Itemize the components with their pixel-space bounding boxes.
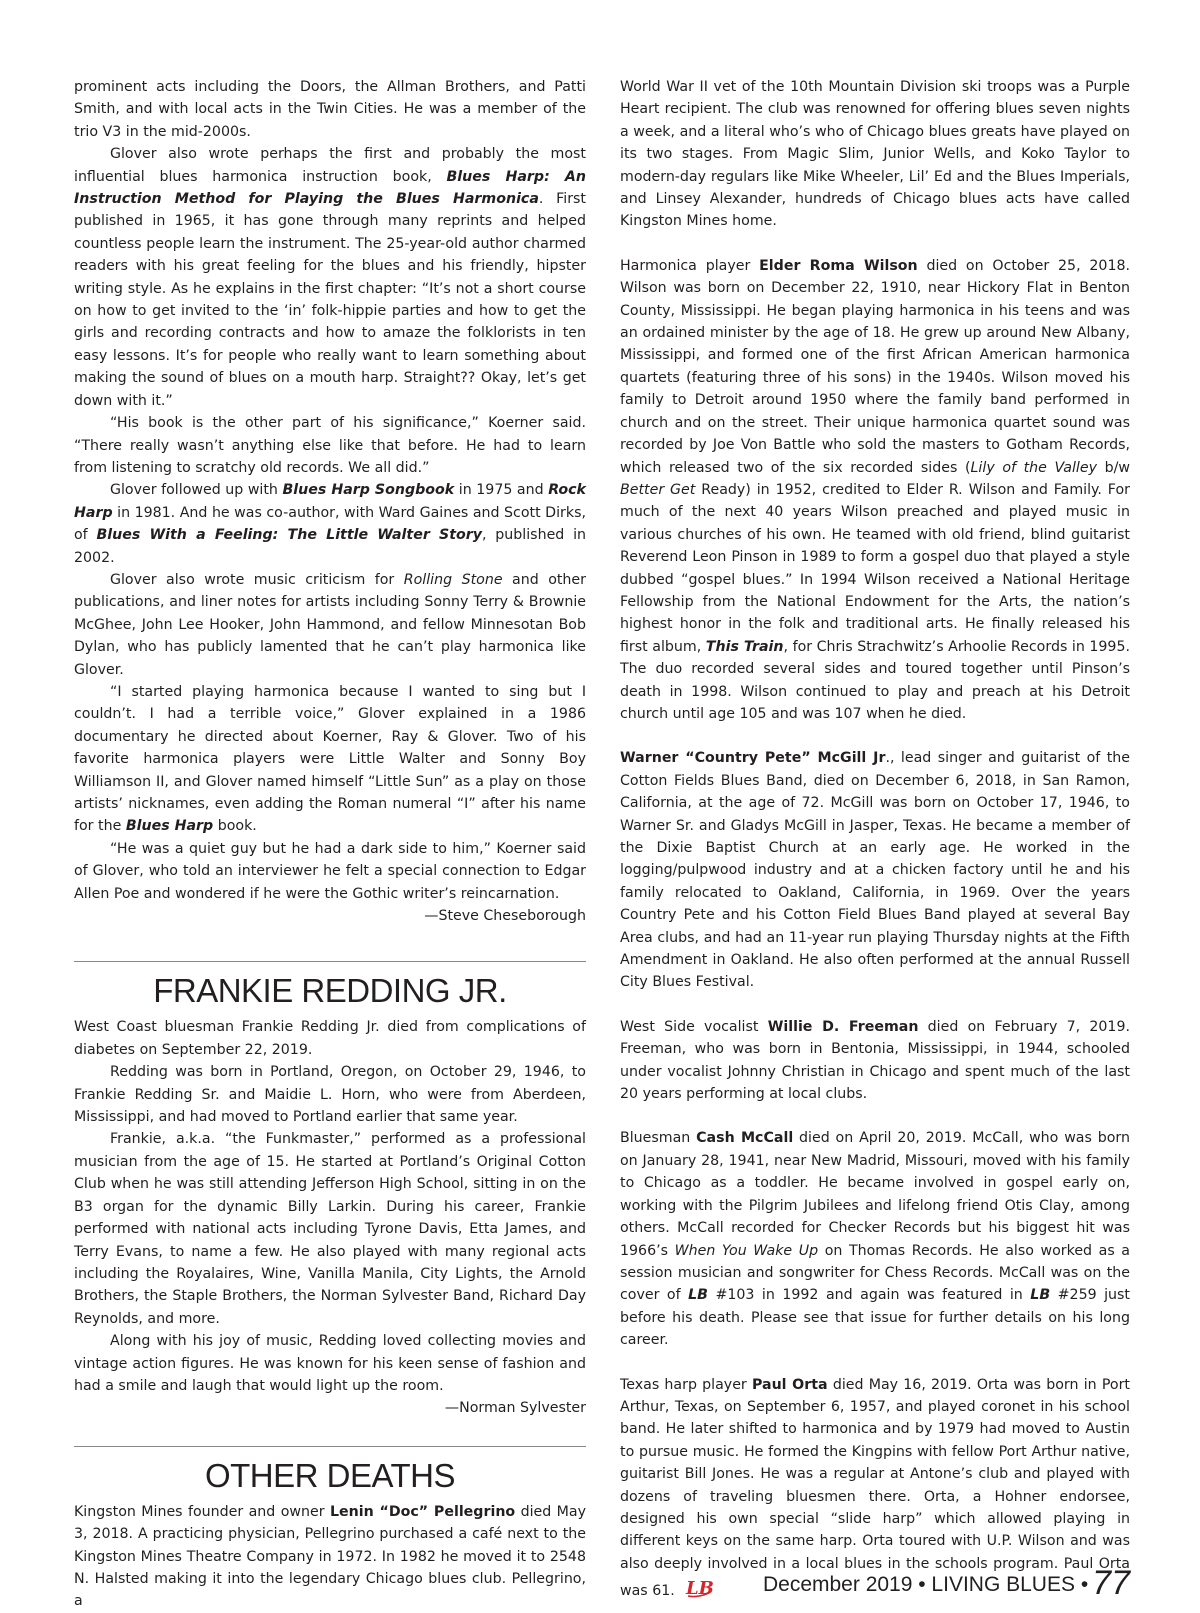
- song-title: Better Get: [620, 481, 696, 498]
- paragraph: [74, 681, 586, 838]
- person-name: Willie D. Freeman: [767, 1018, 919, 1035]
- section-heading: OTHER DEATHS: [204, 1456, 456, 1494]
- text-run: Bluesman: [620, 1130, 697, 1147]
- text-run: died on February 7, 2019. Freeman, who was born in Bentonia, Mississippi, in 1944, schooled under vocalist Johnny Christian in Chicago and spent much of the last 20 years performing at local clubs.: [620, 1018, 1130, 1103]
- text-run: book.: [213, 818, 257, 835]
- publication-title: Rolling Stone: [403, 571, 503, 588]
- person-name: Elder Roma Wilson: [759, 257, 918, 274]
- person-name: Paul Orta: [751, 1376, 828, 1393]
- text-run: Texas harp player: [620, 1376, 752, 1393]
- magazine-abbrev: LB: [688, 1287, 708, 1304]
- person-name: Cash McCall: [696, 1130, 794, 1147]
- text-run: “I started playing harmonica because I wanted to sing but I couldn’t. I had a terrible voice,” Glover explained in a 1986 documentary he directed about Koerner, Ray & Glover. Two of his favorite harmonica players were Little Walter and Sonny Boy Williamson II, and Glover named himself “Little Sun” as a play on those artists’ nicknames, even adding the Roman numeral “I” after his name for the: [74, 683, 586, 835]
- text-run: died on October 25, 2018. Wilson was born on December 22, 1910, near Hickory Flat in Benton County, Mississippi. He began playing harmonica in his teens and was an ordained minister by the age of 18. He grew up around New Albany, Mississippi, and formed one of the first African American harmonica quartets (featuring three of his sons) in the 1940s. Wilson moved his family to Detroit around 1950 where the family band performed in church and on the street. Their unique harmonica quartet sound was recorded by Joe Von Battle who sold the masters to Gotham Records, which released two of the six recorded sides (: [620, 257, 1131, 476]
- text-run: died May 16, 2019. Orta was born in Port Arthur, Texas, on September 6, 1957, and played coronet in his school band. He later shifted to harmonica and by 1979 had moved to Austin to pursue music. He formed the Kingpins with fellow Port Arthur native, guitarist Bill Jones. He was a regular at Antone’s club and played with dozens of traveling bluesmen there. Orta, a Hohner endorsee, designed his own special “slide harp” which allowed playing in different keys on the same harp. Orta toured with U.P. Wilson and was also deeply involved in a local blues in the schools program. Paul Orta was 61.: [620, 1376, 1130, 1600]
- text-run: in 1981. And he was co-author, with Ward Gaines and Scott Dirks, of: [74, 504, 586, 544]
- page-number: 77: [1092, 1564, 1130, 1602]
- person-name: Lenin “Doc” Pellegrino: [329, 1503, 516, 1520]
- book-title: Blues Harp: An Instruction Method for Playing the Blues Harmonica: [74, 168, 587, 208]
- paragraph: West Coast bluesman Frankie Redding Jr. died from complications of diabetes on September 22, 2019.: [74, 1019, 586, 1058]
- text-run: , published in 2002.: [74, 527, 587, 566]
- magazine-abbrev: LB: [1030, 1287, 1051, 1304]
- obituary-freeman: [620, 1016, 1130, 1106]
- text-run: Glover also wrote music criticism for: [110, 571, 404, 588]
- paragraph: [74, 569, 586, 681]
- paragraph: “He was a quiet guy but he had a dark side to him,” Koerner said of Glover, who told an interviewer he felt a special connection to Edgar Allen Poe and wondered if he were the Gothic writer’s reincarnation.: [74, 840, 586, 902]
- paragraph: Redding was born in Portland, Oregon, on October 29, 1946, to Frankie Redding Sr. and Maidie L. Horn, who were from Aberdeen, Mississippi, and had moved to Portland earlier that same year.: [74, 1064, 586, 1126]
- byline: —Steve Cheseborough: [424, 908, 586, 925]
- text-run: Harmonica player: [620, 257, 760, 274]
- text-run: b/w: [1097, 459, 1130, 476]
- book-title: Rock Harp: [74, 482, 586, 521]
- book-title: Blues With a Feeling: The Little Walter Story: [96, 527, 483, 544]
- paragraph: [74, 143, 586, 412]
- left-column: [74, 76, 586, 1613]
- text-run: , for Chris Strachwitz’s Arhoolie Records in 1995. The duo recorded several sides and toured together until Pinson’s death in 1998. Wilson continued to play and preach at his Detroit church until age 105 and was 107 when he died.: [620, 638, 1130, 722]
- text-run: . First published in 1965, it has gone through many reprints and helped countless people learn the instrument. The 25-year-old author charmed readers with his great feeling for the blues and his friendly, hipster writing style. As he explains in the first chapter: “It’s not a short course on how to get invited to the ‘in’ folk-hippie parties and how to get the girls and recording contracts and how to amaze the folklorists in ten easy lessons. It’s for people who really want to learn something about making the sound of blues on a mouth harp. Straight?? Okay, let’s get down with it.”: [74, 191, 586, 409]
- issue-line: December 2019 • LIVING BLUES •: [762, 1573, 1089, 1596]
- song-title: When You Wake Up: [674, 1242, 819, 1259]
- song-title: Lily of the Valley: [970, 459, 1097, 476]
- right-column: [620, 76, 1130, 1603]
- section-heading: FRANKIE REDDING JR.: [153, 972, 507, 1010]
- paragraph: World War II vet of the 10th Mountain Division ski troops was a Purple Heart recipient. The club was renowned for offering blues seven nights a week, and a literal who’s who of Chicago blues greats have played on its two stages. From Magic Slim, Junior Wells, and Koko Taylor to modern-day regulars like Mike Wheeler, Lil’ Ed and the Blues Imperials, and Linsey Alexander, hundreds of Chicago blues acts have called Kingston Mines home.: [620, 79, 1130, 230]
- paragraph: prominent acts including the Doors, the Allman Brothers, and Patti Smith, and with local acts in the Twin Cities. He was a member of the trio V3 in the mid-2000s.: [74, 79, 586, 140]
- obituary-mccall: [620, 1127, 1130, 1351]
- book-title: Blues Harp Songbook: [282, 482, 455, 499]
- text-run: ., lead singer and guitarist of the Cotton Fields Blues Band, died on December 6, 2018, in San Ramon, California, at the age of 72. McGill was born on October 17, 1946, to Warner Sr. and Gladys McGill in Jasper, Texas. He became a member of the Dixie Baptist Church at an early age. He worked in the logging/pulpwood industry and at a chicken factory until he and his family relocated to Oakland, California, in 1969. Over the years Country Pete and his Cotton Field Blues Band played at several Bay Area clubs, and had an 11-year run playing Thursday nights at the Fifth Amendment in Oakland. He also often performed at the annual Russell City Blues Festival.: [620, 750, 1130, 991]
- person-name: Warner “Country Pete” McGill Jr: [620, 750, 886, 767]
- text-run: died on April 20, 2019. McCall, who was born on January 28, 1941, near New Madrid, Missouri, moved with his family to Chicago as a toddler. He became involved in gospel early on, working with the Pilgrim Jubilees and lifelong friend Otis Clay, among others. McCall recorded for Checker Records but his biggest hit was 1966’s: [620, 1130, 1130, 1259]
- obituary-wilson: [620, 255, 1130, 726]
- text-run: #259 just before his death. Please see that issue for further details on his long career.: [620, 1287, 1130, 1349]
- album-title: This Train: [705, 638, 784, 655]
- text-run: and other publications, and liner notes for artists including Sonny Terry & Brownie McGhee, John Lee Hooker, John Hammond, and fellow Minnesotan Bob Dylan, who has publicly lamented that he can’t play harmonica like Glover.: [74, 571, 586, 678]
- text-run: Glover also wrote perhaps the first and probably the most influential blues harmonica instruction book,: [74, 146, 586, 185]
- text-run: on Thomas Records. He also worked as a session musician and songwriter for Chess Records. McCall was on the cover of: [620, 1242, 1130, 1304]
- paragraph: “His book is the other part of his significance,” Koerner said. “There really wasn’t anything else like that before. He had to learn from listening to scratchy old records. We all did.”: [74, 415, 586, 476]
- paragraph: [74, 1501, 586, 1613]
- lb-endmark-icon: [685, 1575, 714, 1600]
- book-title: Blues Harp: [125, 818, 214, 835]
- paragraph: Along with his joy of music, Redding loved collecting movies and vintage action figures. He was known for his keen sense of fashion and had a smile and laugh that would light up the room.: [74, 1333, 586, 1394]
- page-footer: [762, 1564, 1130, 1602]
- text-run: in 1975 and: [454, 482, 549, 499]
- text-run: West Side vocalist: [620, 1018, 768, 1035]
- endmark-text: LB: [685, 1578, 714, 1600]
- paragraph: Frankie, a.k.a. “the Funkmaster,” performed as a professional musician from the age of 15. He started at Portland’s Original Cotton Club when he was still attending Jefferson High School, sitting in on the B3 organ for the dynamic Billy Larkin. During his career, Frankie performed with national acts including Tyrone Davis, Etta James, and Terry Evans, to name a few. He also played with many regional acts including the Royalaires, Wine, Vanilla Manila, City Lights, the Arnold Brothers, the Staple Brothers, the Norman Sylvester Band, Richard Day Reynolds, and more.: [74, 1131, 586, 1327]
- paragraph: [74, 479, 586, 569]
- text-run: died May 3, 2018. A practicing physician, Pellegrino purchased a café next to the Kingston Mines Theatre Company in 1972. In 1982 he moved it to 2548 N. Halsted making it into the legendary Chicago blues club. Pellegrino, a: [74, 1503, 586, 1610]
- obituary-mcgill: [620, 747, 1130, 993]
- byline: —Norman Sylvester: [444, 1400, 586, 1417]
- text-run: Glover followed up with: [110, 482, 283, 499]
- text-run: #103 in 1992 and again was featured in: [707, 1287, 1031, 1304]
- text-run: Kingston Mines founder and owner: [74, 1503, 330, 1520]
- text-run: Ready) in 1952, credited to Elder R. Wilson and Family. For much of the next 40 years Wilson preached and played music in various churches of his own. He teamed with old friend, blind guitarist Reverend Leon Pinson in 1989 to form a gospel duo that played a style dubbed “gospel blues.” In 1994 Wilson received a National Heritage Fellowship from the National Endowment for the Arts, the nation’s highest honor in the folk and traditional arts. He finally released his first album,: [620, 481, 1130, 655]
